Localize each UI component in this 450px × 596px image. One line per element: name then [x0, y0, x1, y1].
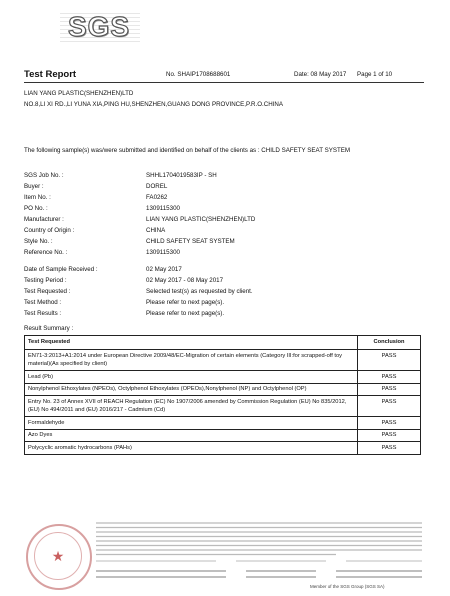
field-value: CHINA [146, 227, 166, 234]
client-address: NO.8,LI XI RD.,LI YUNA XIA,PING HU,SHENZHEN,GUANG DONG PROVINCE,P.R.O.CHINA [24, 101, 284, 108]
field-value: Please refer to next page(s). [146, 310, 225, 317]
page-indicator: Page 1 of 10 [357, 71, 393, 78]
field-value: Selected test(s) as requested by client. [146, 288, 253, 295]
field-label: Reference No. : [24, 249, 68, 256]
field-label: Manufacturer : [24, 216, 64, 223]
table-row [25, 350, 421, 371]
sgs-logo: SGS [67, 11, 131, 42]
test-name: Azo Dyes [25, 429, 358, 442]
column-header-conclusion: Conclusion [358, 336, 421, 350]
field-label: Test Results : [24, 310, 62, 317]
field-value: 1309115300 [146, 205, 180, 212]
table-row [25, 442, 421, 455]
address-lines [96, 568, 422, 580]
table-row [25, 383, 421, 396]
intro-text: The following sample(s) was/were submitted and identified on behalf of the clients as : CHILD SAFETY SEAT SYSTEM [24, 147, 351, 154]
test-name: Polycyclic aromatic hydrocarbons (PAHs) [25, 442, 358, 455]
field-label: Date of Sample Received : [24, 266, 98, 273]
field-value: LIAN YANG PLASTIC(SHENZHEN)LTD [146, 216, 256, 223]
test-conclusion: PASS [358, 383, 421, 396]
test-name: Formaldehyde [25, 417, 358, 430]
fine-print-lines [96, 520, 422, 564]
field-label: Country of Origin : [24, 227, 75, 234]
field-value: Please refer to next page(s). [146, 299, 225, 306]
test-conclusion: PASS [358, 417, 421, 430]
test-conclusion: PASS [358, 442, 421, 455]
table-row [25, 371, 421, 384]
field-label: Buyer : [24, 183, 44, 190]
field-label: Test Requested : [24, 288, 71, 295]
test-name: Lead (Pb) [25, 371, 358, 384]
field-label: PO No. : [24, 205, 48, 212]
field-label: Testing Period : [24, 277, 67, 284]
member-statement: Member of the SGS Group (SGS SA) [310, 584, 385, 589]
test-name: EN71-3:2013+A1:2014 under European Directive 2009/48/EC-Migration of certain elements (Category III:for scrapped-off toy material)(As specified by client) [25, 350, 358, 371]
seal-star-icon: ★ [34, 532, 82, 580]
column-header-test: Test Requested [25, 336, 358, 350]
report-date: Date: 08 May 2017 [294, 71, 347, 78]
field-value: 1309115300 [146, 249, 180, 256]
client-name: LIAN YANG PLASTIC(SHENZHEN)LTD [24, 90, 134, 97]
field-value: 02 May 2017 - 08 May 2017 [146, 277, 224, 284]
table-row [25, 396, 421, 417]
test-name: Nonylphenol Ethoxylates (NPEOs), Octylphenol Ethoxylates (OPEOs),Nonylphenol (NP) and Octylphenol (OP) [25, 383, 358, 396]
table-row [25, 417, 421, 430]
field-value: FA0262 [146, 194, 168, 201]
field-label: Item No. : [24, 194, 51, 201]
test-name: Entry No. 23 of Annex XVII of REACH Regulation (EC) No 1907/2006 amended by Commission Regulation (EU) No 835/2012, (EU) No 494/2011 and (EU) 2016/217 - Cadmium (Cd) [25, 396, 358, 417]
table-row [25, 429, 421, 442]
test-conclusion: PASS [358, 350, 421, 371]
header-divider [24, 82, 424, 83]
result-summary-label: Result Summary : [24, 325, 74, 332]
test-conclusion: PASS [358, 371, 421, 384]
field-value: CHILD SAFETY SEAT SYSTEM [146, 238, 235, 245]
field-label: Test Method : [24, 299, 62, 306]
field-value: DOREL [146, 183, 168, 190]
field-label: Style No. : [24, 238, 53, 245]
result-summary-table [24, 335, 421, 455]
footer-address-lines [96, 568, 422, 582]
report-number: No. SHAIP1708688601 [166, 71, 231, 78]
field-label: SGS Job No. : [24, 172, 64, 179]
test-conclusion: PASS [358, 396, 421, 417]
report-title: Test Report [24, 69, 77, 80]
table-header-row [25, 336, 421, 350]
test-conclusion: PASS [358, 429, 421, 442]
legal-fine-print [96, 520, 422, 565]
field-value: 02 May 2017 [146, 266, 182, 273]
field-value: SHHL1704019583IP - SH [146, 172, 217, 179]
